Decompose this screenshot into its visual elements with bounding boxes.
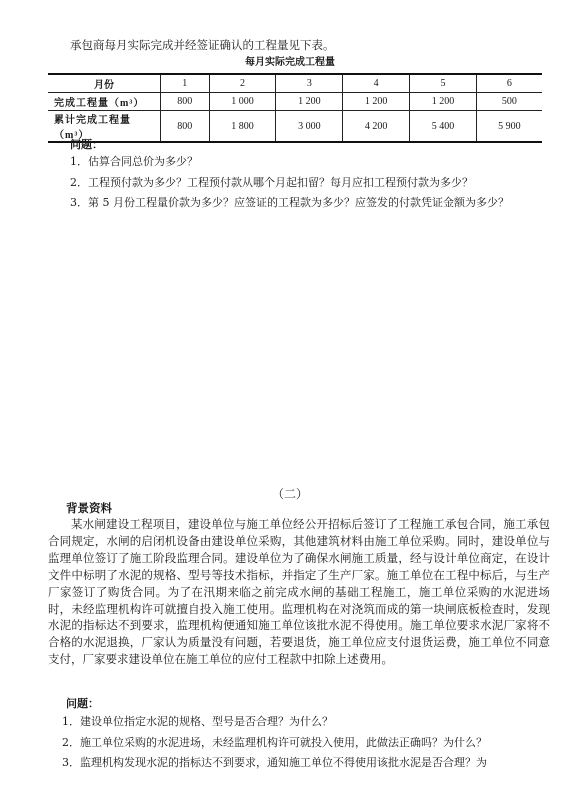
question-item: 2．施工单位采购的水泥进场，未经监理机构许可就投入使用，此做法正确吗？为什么？ [62, 736, 487, 749]
month-cell: 3 [276, 74, 343, 93]
question-item: 3．第 5 月份工程量价款为多少？应签证的工程款为多少？应签发的付款凭证金额为多少？ [70, 196, 509, 209]
row-label: 累计完成工程量（m³） [48, 111, 161, 143]
table-cell: 1 200 [343, 93, 410, 111]
table-cell: 4 200 [343, 111, 410, 143]
row-label: 完成工程量（m³） [48, 93, 161, 111]
table-cell: 500 [476, 93, 542, 111]
intro-text: 承包商每月实际完成并经签证确认的工程量见下表。 [70, 38, 335, 52]
questions-heading: 问题： [70, 138, 103, 151]
table-cell: 1 200 [410, 93, 477, 111]
table-row [48, 111, 542, 143]
table-cell: 1 200 [276, 93, 343, 111]
month-cell: 1 [161, 74, 210, 93]
paragraph-text: 某水闸建设工程项目，建设单位与施工单位经公开招标后签订了工程施工承包合同，施工承包合同规定，水闸的启闭机设备由建设单位采购，其他建筑材料由施工单位采购。同时，建设单位与监理单位签订了施工阶段监理合同。建设单位为了确保水闸施工质量，经与设计单位商定，在设计文件中标明了水泥的规格、型号等技术指标，并指定了生产厂家。施工单位在工程中标后，与生产厂家签订了购货合同。为了在汛期来临之前完成水闸的基础工程施工，施工单位采购的水泥进场时，未经监理机构许可就擅自投入施工使用。监理机构在对浇筑而成的第一块闸底板检查时，发现水泥的指标达不到要求，监理机构便通知施工单位该批水泥不得使用。施工单位要求水泥厂家将不合格的水泥退换，厂家认为质量没有问题，若要退货，施工单位应支付退货运费，施工单位不同意支付，厂家要求建设单位在施工单位的应付工程款中扣除上述费用。 [48, 517, 550, 667]
table-cell: 800 [161, 93, 210, 111]
question-item: 2．工程预付款为多少？工程预付款从哪个月起扣留？每月应扣工程预付款为多少？ [70, 176, 473, 189]
question-item: 1．估算合同总价为多少？ [70, 155, 198, 168]
background-heading: 背景资料 [66, 501, 112, 515]
table-cell: 1 000 [209, 93, 276, 111]
table-cell: 5 400 [410, 111, 477, 143]
table-header-row [48, 74, 542, 93]
month-cell: 6 [476, 74, 542, 93]
questions-heading: 问题： [66, 697, 99, 710]
table-cell: 5 900 [476, 111, 542, 143]
month-cell: 5 [410, 74, 477, 93]
table-caption: 每月实际完成工程量 [245, 57, 335, 68]
background-paragraph [48, 516, 550, 668]
table-cell: 3 000 [276, 111, 343, 143]
month-header: 月份 [48, 74, 161, 93]
month-cell: 2 [209, 74, 276, 93]
table-row [48, 93, 542, 111]
question-item: 1．建设单位指定水泥的规格、型号是否合理？为什么？ [62, 715, 333, 728]
month-cell: 4 [343, 74, 410, 93]
section-title: （二） [271, 487, 308, 501]
monthly-quantity-table [48, 73, 542, 143]
table-cell: 800 [161, 111, 210, 143]
table-cell: 1 800 [209, 111, 276, 143]
question-item: 3．监理机构发现水泥的指标达不到要求，通知施工单位不得使用该批水泥是否合理？为 [62, 756, 487, 769]
